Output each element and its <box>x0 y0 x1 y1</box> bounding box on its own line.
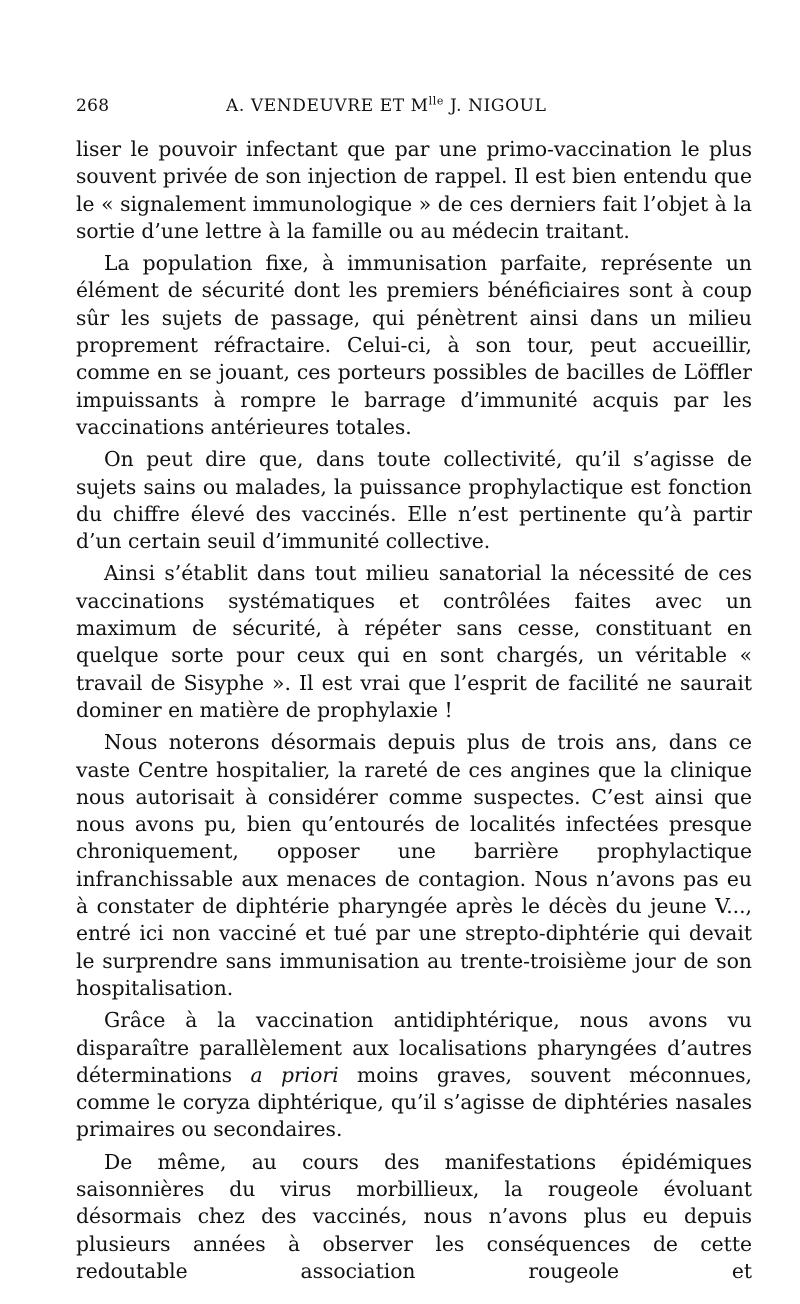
paragraph-1: liser le pouvoir infectant que par une primo-vaccination le plus souvent privée de son injection de rappel. Il est bien entendu que le « signalement immunologique » de ces derniers fait l’objet à la sortie d’une lettre à la famille ou au médecin traitant. <box>76 137 752 243</box>
paragraph-4: Ainsi s’établit dans tout milieu sanatorial la nécessité de ces vaccinations systématiques et contrôlées faites avec un maximum de sécurité, à répéter sans cesse, constituant en quelque sorte pour ceux qui en sont chargés, un véritable « travail de Sisyphe ». Il est vrai que l’esprit de facilité ne saurait dominer en matière de prophylaxie ! <box>76 561 752 722</box>
page-header <box>76 96 752 136</box>
running-head-superscript: lle <box>428 94 445 108</box>
paragraph-6 <box>76 1007 752 1143</box>
italic-a-priori: a priori <box>250 1062 339 1087</box>
paragraph-6-text-b: moins graves, souvent méconnues, comme le coryza diphtérique, qu’il s’agisse de diphtéries nasales primaires ou secondaires. <box>76 1062 752 1142</box>
running-head <box>226 96 752 116</box>
paragraph-2: La population fixe, à immunisation parfaite, représente un élément de sécurité dont les premiers bénéficiaires sont à coup sûr les sujets de passage, qui pénètrent ainsi dans un milieu proprement réfractaire. Celui-ci, à son tour, peut accueillir, comme en se jouant, ces porteurs possibles de bacilles de Löffler impuissants à rompre le barrage d’immunité acquis par les vaccinations antérieures totales. <box>76 251 752 439</box>
body-text <box>76 136 752 1285</box>
paragraph-6-text-a: Grâce à la vaccination antidiphtérique, nous avons vu disparaître parallèlement aux localisations pharyngées d’autres déterminations <box>76 1008 752 1087</box>
running-head-suffix: J. NIGOUL <box>444 96 547 116</box>
page-number: 268 <box>76 96 110 116</box>
running-head-prefix: A. VENDEUVRE ET M <box>226 96 429 116</box>
paragraph-5: Nous noterons désormais depuis plus de trois ans, dans ce vaste Centre hospitalier, la rareté de ces angines que la clinique nous autorisait à considérer comme suspectes. C’est ainsi que nous avons pu, bien qu’entourés de localités infectées presque chroniquement, opposer une barrière prophylactique infranchissable aux menaces de contagion. Nous n’avons pas eu à constater de diphtérie pharyngée après le décès du jeune V..., entré ici non vacciné et tué par une strepto-diphtérie qui devait le surprendre sans immunisation au trente-troisième jour de son hospitalisation. <box>76 730 752 1000</box>
paragraph-7: De même, au cours des manifestations épidémiques saisonnières du virus morbillieux, la rougeole évoluant désormais chez des vaccinés, nous n’avons plus eu depuis plusieurs années à observer les conséquences de cette redoutable association rougeole et <box>76 1149 752 1283</box>
page <box>76 96 752 1285</box>
paragraph-3: On peut dire que, dans toute collectivité, qu’il s’agisse de sujets sains ou malades, la puissance prophylactique est fonction du chiffre élevé des vaccinés. Elle n’est pertinente qu’à partir d’un certain seuil d’immunité collective. <box>76 447 752 554</box>
